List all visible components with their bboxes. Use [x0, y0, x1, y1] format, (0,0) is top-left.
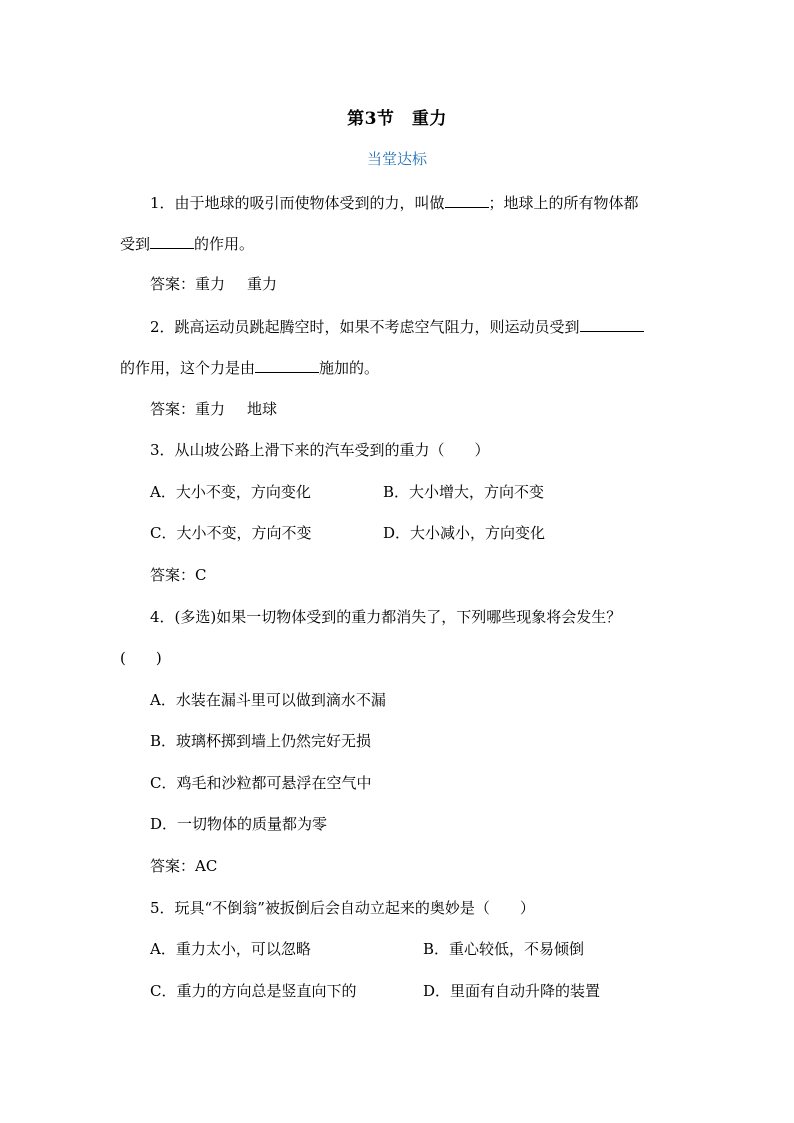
- q2-line1: [150, 316, 644, 337]
- q1-answer-2: 重力: [247, 275, 278, 293]
- q1-blank-1: [445, 192, 489, 208]
- q3-option-d: D．大小减小，方向变化: [383, 524, 546, 542]
- q2-text-a: 2．跳高运动员跳起腾空时，如果不考虑空气阻力，则运动员受到: [150, 318, 580, 336]
- q1-answer-1: 重力: [195, 275, 226, 293]
- q2-answer-1: 重力: [195, 400, 226, 418]
- q2-answer-2: 地球: [247, 400, 278, 418]
- q2-text-b: 的作用，这个力是由: [120, 359, 256, 377]
- q2-blank-1: [580, 316, 644, 332]
- q1-text-c: 受到: [120, 235, 151, 253]
- q1-answer: [150, 274, 277, 294]
- page-title: 第3节 重力: [347, 109, 447, 129]
- q2-line2: [120, 357, 379, 378]
- q5-stem: 5．玩具“不倒翁”被扳倒后会自动立起来的奥妙是（ ）: [150, 899, 535, 917]
- q3-stem: 3．从山坡公路上滑下来的汽车受到的重力（ ）: [150, 441, 490, 459]
- q4-stem-line2: ( ): [120, 649, 162, 667]
- q5-option-d: D．里面有自动升降的装置: [423, 982, 601, 1000]
- q3-option-c: C．大小不变，方向不变: [150, 524, 312, 542]
- q1-answer-label: 答案：: [150, 275, 196, 293]
- q2-answer-label: 答案：: [150, 400, 196, 418]
- section-subtitle: 当堂达标: [366, 150, 427, 168]
- q3-option-a: A．大小不变，方向变化: [150, 483, 311, 501]
- q1-line2: [120, 233, 254, 254]
- q1-blank-2: [150, 233, 194, 249]
- q1-text-a: 1．由于地球的吸引而使物体受到的力，叫做: [150, 194, 445, 212]
- q4-option-b: B．玻璃杯掷到墙上仍然完好无损: [150, 732, 372, 750]
- q4-option-d: D．一切物体的质量都为零: [150, 815, 328, 833]
- q4-answer: 答案：AC: [150, 857, 218, 875]
- q1-text-d: 的作用。: [194, 235, 255, 253]
- q2-blank-2: [255, 357, 319, 373]
- q5-option-c: C．重力的方向总是竖直向下的: [150, 982, 357, 1000]
- q2-answer: [150, 399, 277, 419]
- q3-answer: 答案：C: [150, 566, 207, 584]
- q4-option-c: C．鸡毛和沙粒都可悬浮在空气中: [150, 774, 372, 792]
- q5-option-a: A．重力太小，可以忽略: [150, 940, 311, 958]
- q4-stem-line1: 4．(多选)如果一切物体受到的重力都消失了，下列哪些现象将会发生？: [150, 608, 622, 626]
- q2-text-c: 施加的。: [319, 359, 380, 377]
- q4-option-a: A．水装在漏斗里可以做到滴水不漏: [150, 691, 386, 709]
- q5-option-b: B．重心较低，不易倾倒: [423, 940, 585, 958]
- q1-line1: [150, 192, 639, 213]
- q3-option-b: B．大小增大，方向不变: [383, 483, 545, 501]
- q1-text-b: ；地球上的所有物体都: [488, 194, 639, 212]
